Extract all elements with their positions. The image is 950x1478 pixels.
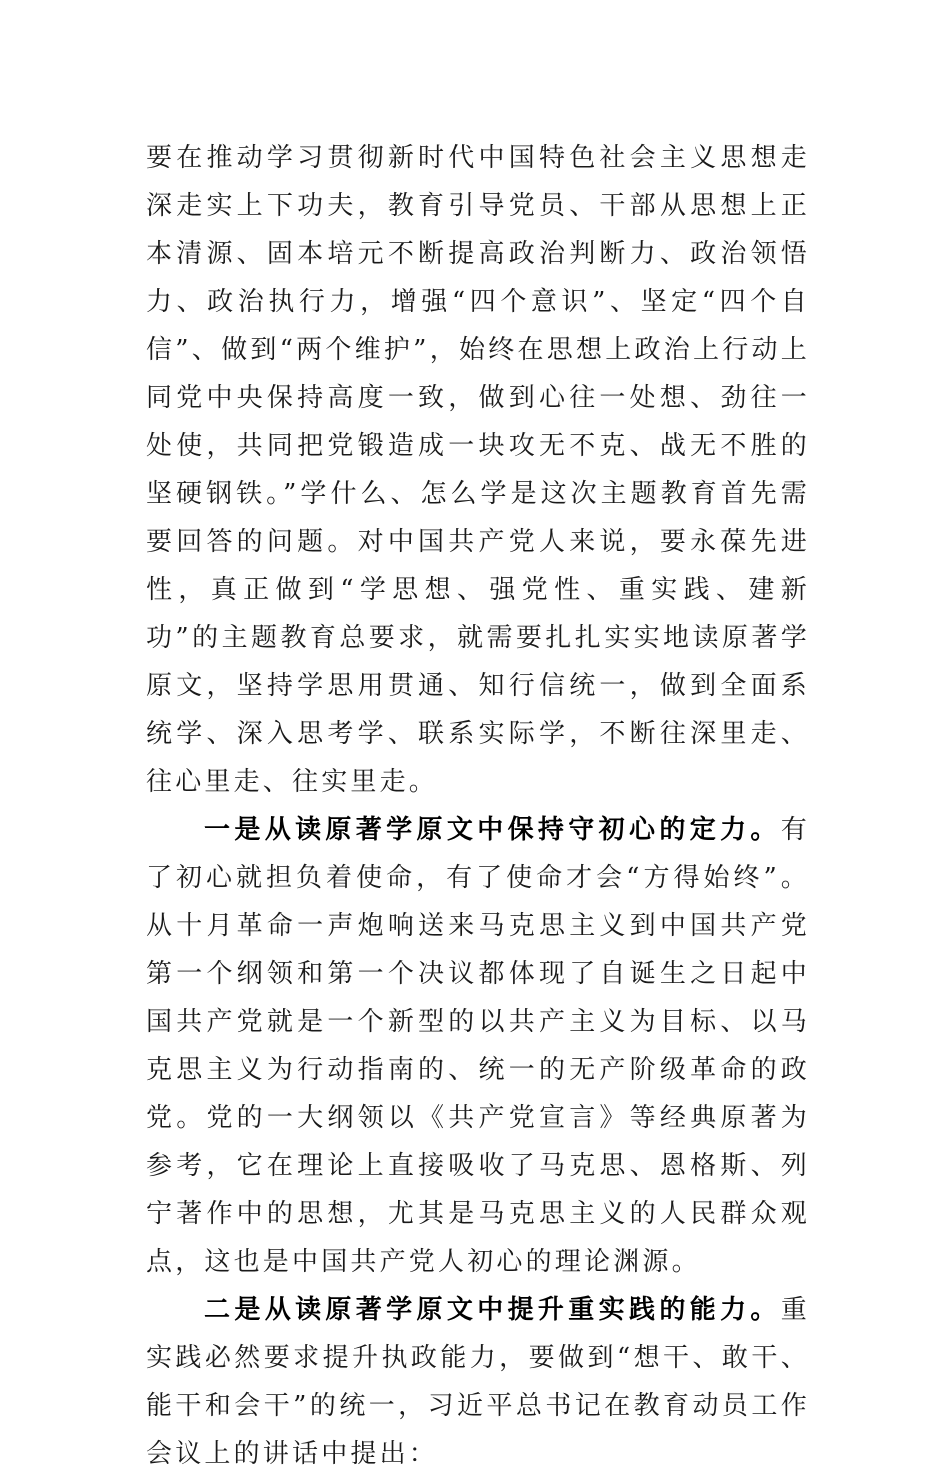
paragraph-intro-continuation (146, 134, 810, 806)
document-page (146, 134, 810, 1478)
paragraph-point-one (146, 806, 810, 1286)
paragraph-text: 重实践必然要求提升执政能力，要做到“想干、敢干、能干和会干”的统一，习近平总书记在教育动员工作会议上的讲话中提出： (146, 1295, 810, 1469)
paragraph-text: 有了初心就担负着使命，有了使命才会“方得始终”。从十月革命一声炮响送来马克思主义到中国共产党第一个纲领和第一个决议都体现了自诞生之日起中国共产党就是一个新型的以共产主义为目标、以马克思主义为行动指南的、统一的无产阶级革命的政党。党的一大纲领以《共产党宣言》等经典原著为参考，它在理论上直接吸收了马克思、恩格斯、列宁著作中的思想，尤其是马克思主义的人民群众观点，这也是中国共产党人初心的理论渊源。 (146, 815, 810, 1277)
paragraph-lead-heading: 一是从读原著学原文中保持守初心的定力。 (204, 815, 781, 845)
paragraph-text: 要在推动学习贯彻新时代中国特色社会主义思想走深走实上下功夫，教育引导党员、干部从思想上正本清源、固本培元不断提高政治判断力、政治领悟力、政治执行力，增强“四个意识”、坚定“四个自信”、做到“两个维护”，始终在思想上政治上行动上同党中央保持高度一致，做到心往一处想、劲往一处使，共同把党锻造成一块攻无不克、战无不胜的坚硬钢铁。”学什么、怎么学是这次主题教育首先需要回答的问题。对中国共产党人来说，要永葆先进性，真正做到“学思想、强党性、重实践、建新功”的主题教育总要求，就需要扎扎实实地读原著学原文，坚持学思用贯通、知行信统一，做到全面系统学、深入思考学、联系实际学，不断往深里走、往心里走、往实里走。 (146, 143, 810, 797)
paragraph-point-two (146, 1286, 810, 1478)
paragraph-lead-heading: 二是从读原著学原文中提升重实践的能力。 (204, 1295, 781, 1325)
